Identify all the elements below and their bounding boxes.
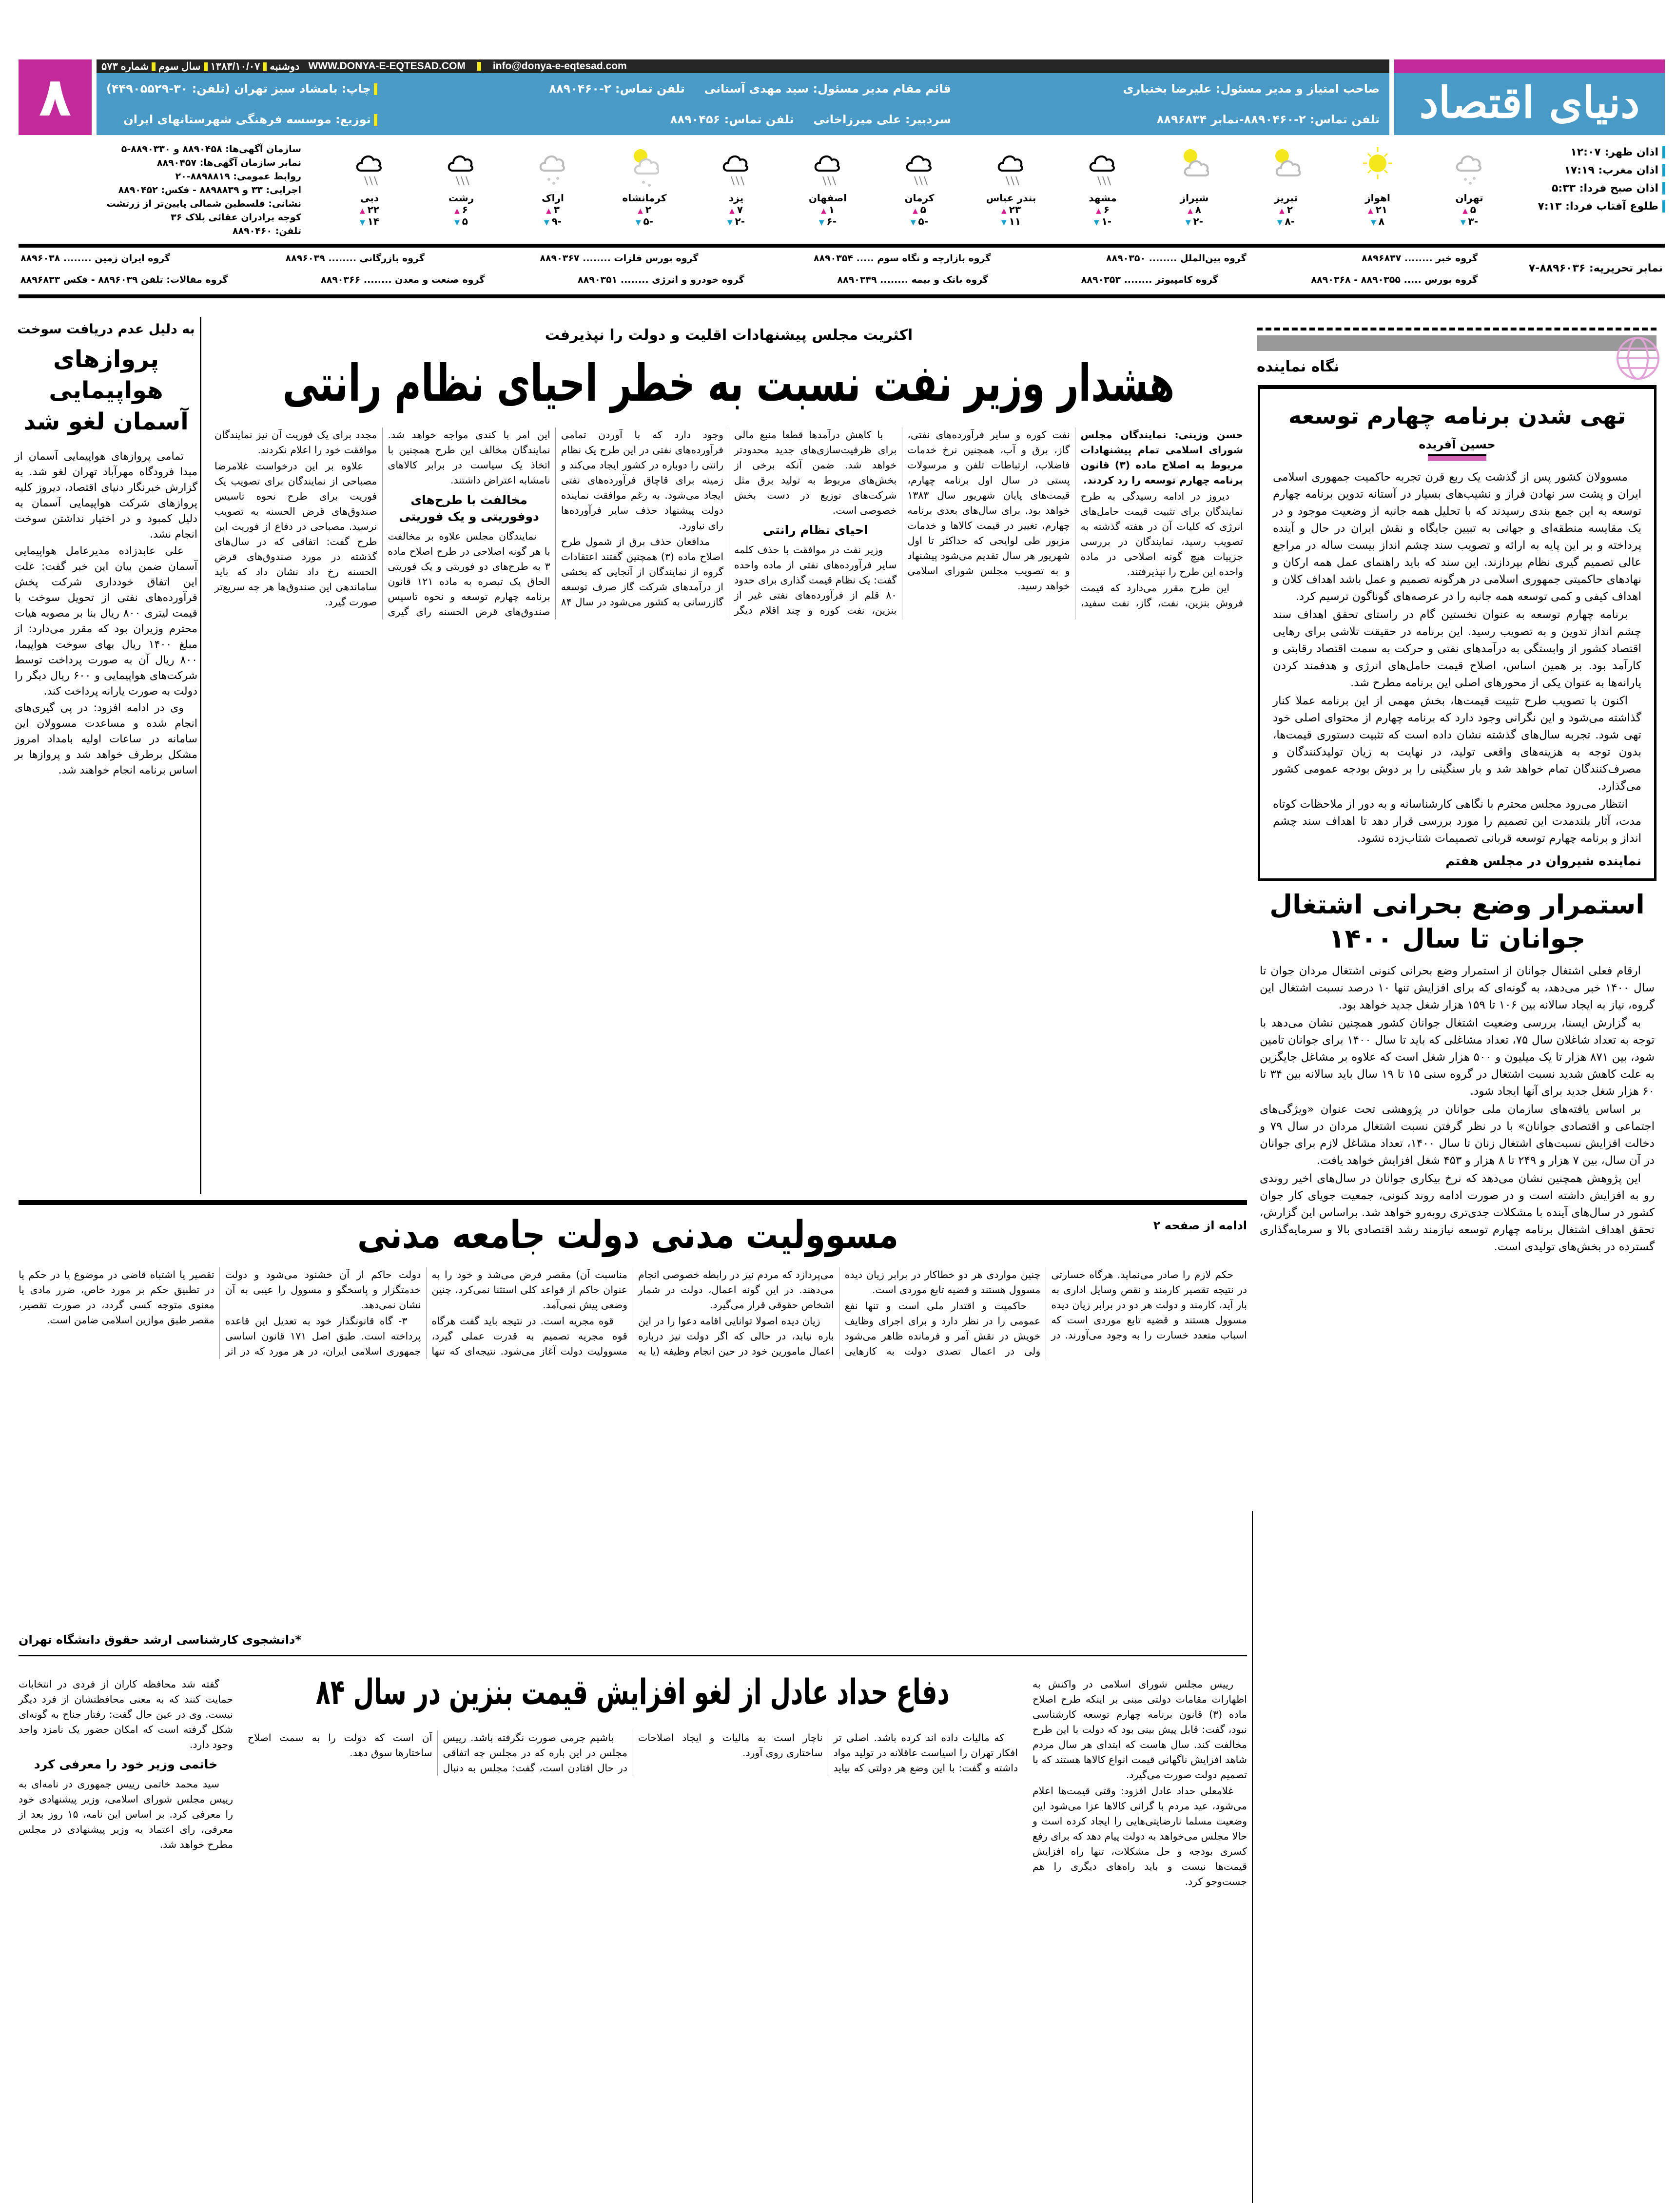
high-temp: ۶ ▲ xyxy=(415,204,507,215)
weather-city xyxy=(1057,141,1149,239)
city-name: کرمانشاه xyxy=(622,192,667,204)
weather-city xyxy=(1240,141,1332,239)
civil-headline: مسوولیت مدنی دولت جامعه مدنی xyxy=(357,1213,899,1257)
low-temp: ۵ ▼ xyxy=(415,215,507,227)
paragraph: تمامی پروازهای هواپیمایی آسمان از مبدا فرودگاه مهرآباد تهران لغو شد. به گزارش خبرنگار دنیای اقتصاد، دیروز کلیه پروازهای شرکت هواپیمایی آسمان به دلیل کمبود و در اختیار نداشتن سوخت انجام نشد. xyxy=(15,450,197,541)
low-temp: -۶ ▼ xyxy=(782,215,874,227)
city-name: تبریز xyxy=(1274,192,1298,204)
desk-contact: گروه ایران زمین ........ ۸۸۹۶۰۳۸ xyxy=(20,253,171,264)
section-bar xyxy=(1257,335,1657,351)
sun-cloud-icon xyxy=(1180,141,1209,190)
paragraph: این پژوهش همچنین نشان می‌دهد که نرخ بیکاری جوانان در سال‌های اخیر روندی رو به افزایش داشته است و در صورت ادامه روند کنونی، جمعیت جویای کار جوان کشور در سال‌های آینده با مشکلات جدی‌تری روبه‌رو خواهد شد. براساس این گزارش، تحقق اهداف اشتغال برنامه چهارم توسعه نیازمند رشد اقتصادی بالا و سرمایه‌گذاری گسترده در بخش‌های تولیدی است. xyxy=(1260,1172,1655,1253)
section-divider xyxy=(19,1655,1247,1656)
staff-box xyxy=(97,73,1389,135)
desk-contacts xyxy=(19,244,1665,298)
rain-icon xyxy=(996,141,1026,190)
issue-day: دوشنبه xyxy=(270,60,300,72)
high-temp: ۸ ▲ xyxy=(1149,204,1240,215)
address-line1: نشانی: فلسطین شمالی پایین‌تر از زرتشت xyxy=(106,198,301,209)
issue-number: شماره ۵۷۳ xyxy=(101,60,149,72)
desk-contact: گروه مقالات: تلفن ۸۸۹۶۰۳۹ - فکس ۸۸۹۶۸۳۳ xyxy=(20,274,228,285)
main-subhead: احیای نظام رانتی xyxy=(762,523,868,537)
opinion-signature: نماینده شیروان در مجلس هفتم xyxy=(1445,854,1641,869)
main-body xyxy=(214,427,1243,620)
opinion-body xyxy=(1273,469,1641,847)
main-lead: حسن وزینی: نمایندگان مجلس شورای اسلامی تمام پیشنهادات مربوط به اصلاح ماده (۳) قانون برنامه چهارم توسعه را رد کردند. xyxy=(1080,428,1243,486)
high-temp: ۲۱ ▲ xyxy=(1332,204,1423,215)
desk-contact: گروه خبر ........ ۸۸۹۶۸۳۷ xyxy=(1362,253,1478,264)
owner: صاحب امتیاز و مدیر مسئول: علیرضا بختیاری xyxy=(1123,82,1380,96)
paragraph: اکنون با تصویب طرح تثبیت قیمت‌ها، بخش مهمی از این برنامه عملا کنار گذاشته می‌شود و این نگرانی وجود دارد که برنامه چهارم از محتوای اصلی خود تهی شود. تجربه سال‌های گذشته نشان داده است که تثبیت دستوری قیمت‌ها، بدون توجه به هزینه‌های واقعی تولید، در نهایت به زیان تولیدکنندگان و مصرف‌کنندگان تمام خواهد شد و بار سنگینی را بر دوش بودجه عمومی کشور می‌گذارد. xyxy=(1273,695,1641,793)
low-temp: ۸ ▼ xyxy=(1332,215,1423,227)
issue-date: ۱۳۸۳/۱۰/۰۷ xyxy=(210,60,260,72)
paragraph: حکم لازم را صادر می‌نماید. هرگاه خسارتی در نتیجه تقصیر کارمند و نقص وسایل اداری به بار آید، کارمند و دولت هر دو در برابر زیان دیده مسوول هستند و قضیه تابع موردی است که اسباب متعدد خسارت را به وجود می‌آورند. در چنین مواردی هر دو خطاکار در برابر زیان دیده مسوول هستند و قضیه تابع موردی است. xyxy=(844,1269,1247,1341)
main-phone: تلفن: ۸۸۹۰۴۶۰ xyxy=(232,226,301,236)
deputy-block xyxy=(549,82,951,126)
low-temp: -۳ ▼ xyxy=(1423,215,1515,227)
deputy-phone: تلفن تماس: ۲-۸۸۹۰۴۶۰ xyxy=(549,82,685,96)
paragraph: دیروز در ادامه رسیدگی به طرح نمایندگان برای تثبیت قیمت حامل‌های انرژی که کلیات آن در هفته گذشته به تصویب رسید، نمایندگان در بررسی جزییات هیچ گونه اصلاحی در ماده واحده این طرح را نپذیرفتند. xyxy=(1080,490,1243,578)
globe-icon xyxy=(1614,336,1662,385)
haddad-col-right xyxy=(1033,1677,1247,1890)
issue-year: سال سوم xyxy=(158,60,201,72)
high-temp: ۱ ▲ xyxy=(782,204,874,215)
high-temp: ۲ ▲ xyxy=(1240,204,1332,215)
jobs-headline: استمرار وضع بحرانی اشتغال جوانان تا سال ۱۴۰۰ xyxy=(1269,889,1645,954)
flights-headline: پروازهای هواپیمایی آسمان لغو شد xyxy=(23,346,189,435)
weather-city xyxy=(965,141,1057,239)
exec-phone: اجرایی: ۳۳ و ۸۸۹۸۸۳۹ - فکس: ۸۸۹۰۴۵۲ xyxy=(118,185,301,195)
desk-contact: گروه کامپیوتر ........ ۸۸۹۰۳۵۳ xyxy=(1081,274,1218,285)
deputy: قائم مقام مدیر مسئول: سید مهدی آستانی xyxy=(704,82,952,96)
high-temp: ۶ ▲ xyxy=(1057,204,1149,215)
desk-contact: گروه بورس فلزات ........ ۸۸۹۰۳۶۷ xyxy=(540,253,699,264)
owner-phone: تلفن تماس: ۲-۸۸۹۰۴۶۰-نمابر ۸۸۹۶۸۳۴ xyxy=(1156,113,1380,126)
high-temp: ۵ ▲ xyxy=(1423,204,1515,215)
city-name: شیراز xyxy=(1180,192,1209,204)
city-name: تهران xyxy=(1455,192,1483,204)
author-credit: *دانشجوی کارشناسی ارشد حقوق دانشگاه تهران xyxy=(19,1633,301,1647)
paragraph: مسوولان کشور پس از گذشت یک ربع قرن تجربه حاکمیت جمهوری اسلامی ایران و پشت سر نهادن فراز و نشیب‌های بسیار در آستانه تدوین برنامه چهارم توسعه به این جمع بندی رسیدند که با تحلیل همه جانبه از وضعیت موجود و در یک مقایسه منطقه‌ای و جهانی به تبیین جایگاه و نقش ایران در حال و آینده پرداخته و بر این پایه به ارائه و تصویب سند چشم انداز بیست ساله در مراجع عالی تصمیم گیری نظام بپردازند. این سند که باید راهنمای عمل همه ارکان و نهادهای حاکمیتی جمهوری اسلامی در هرگونه تصمیم و عمل باشد اهداف کلان و اهداف کیفی و کمی توسعه همه جانبه را در عرصه‌های گوناگون ترسیم کرد. xyxy=(1273,471,1641,603)
paragraph: وزیر نفت در موافقت با حذف کلمه سایر فرآورده‌های نفتی از ماده واحده گفت: یک نظام قیمت گذاری برای حدود ۸۰ قلم از فرآورده‌های نفتی غیر از بنزین، نفت کوره و چند اقلام دیگر وجود دارد که با آوردن تمامی فرآورده‌های نفتی در این طرح یک نظام رانتی را دوباره در کشور ایجاد می‌کند و زمینه برای قاچاق فرآورده‌های نفتی ایجاد می‌شود. به رغم موافقت نماینده دولت پیشنهاد حذف سایر فرآورده‌ها رای نیاورد. xyxy=(561,428,897,616)
paragraph: قوه مجریه است. در نتیجه باید گفت هرگاه قوه مجریه تصمیم به قدرت عملی گیرد، مسوولیت دولت آغاز می‌شود. نتیجه‌ای که تنها دولت حاکم از آن خشنود می‌شود و دولت خدمتگزار و پاسخگو و مسوول را عیبی به آن نشان نمی‌دهد. xyxy=(225,1269,628,1357)
prayer-fajr: اذان صبح فردا: ۵:۳۳ xyxy=(1519,182,1665,194)
weather-city xyxy=(415,141,507,239)
low-temp: ۱۴ ▼ xyxy=(324,215,415,227)
low-temp: -۹ ▼ xyxy=(507,215,599,227)
haddad-article xyxy=(19,1667,1247,2203)
paragraph: بر اساس یافته‌های سازمان ملی جوانان در پژوهشی تحت عنوان «ویژگی‌های اجتماعی و اقتصادی جوانان» با در نظر گرفتن نسبت اشتغال مردان در سال ۷۹ و دخالت افزایش نسبت‌های اشتغال زنان تا سال ۱۴۰۰، تعداد مشاغل لازم برای جوانان در آن سال، بین ۷ هزار و ۲۴۹ تا ۸ هزار و ۴۵۳ شغل افزایش خواهد یافت. xyxy=(1260,1103,1655,1167)
paragraph: ۳- گاه قانونگذار خود به تعدیل این قاعده پرداخته است. طبق اصل ۱۷۱ قانون اساسی جمهوری اسلامی ایران، در هر مورد که در اثر تقصیر یا اشتباه قاضی در موضوع یا در حکم یا در تطبیق حکم بر مورد خاص، ضرر مادی یا معنوی متوجه کسی گردد، در صورت تقصیر، مقصر طبق موازین اسلامی ضامن است. xyxy=(19,1269,421,1357)
paragraph: زیان دیده اصولا توانایی اقامه دعوا را در این باره نیابد، در حالی که اگر دولت نیز درباره اعمال مامورین خود در حین انجام وظیفه (یا به مناسبت آن) مقصر فرض می‌شد و خود را به عنوان حاکم از قواعد کلی استثنا نمی‌کرد، چنین وضعی پیش نمی‌آمد. xyxy=(431,1269,834,1357)
dotted-rule xyxy=(1257,328,1657,333)
ads-fax: نمابر سازمان آگهی‌ها: ۸۸۹۰۴۵۷ xyxy=(156,157,301,168)
high-temp: ۵ ▲ xyxy=(874,204,965,215)
desk-contact: گروه بازرگانی ........ ۸۸۹۶۰۳۹ xyxy=(285,253,425,264)
sun-icon xyxy=(1363,141,1392,190)
printer: چاپ: بامشاد سبز تهران (تلفن: ۳۰-۴۴۹۰۵۵۲۹) xyxy=(106,82,377,96)
low-temp: -۸ ▼ xyxy=(1240,215,1332,227)
paragraph: نمایندگان مجلس علاوه بر مخالفت با هر گونه اصلاحی در طرح اصلاح ماده ۳ به طرح‌های دو فوریتی و یک فوریتی الحاق یک تبصره به ماده ۱۲۱ قانون برنامه چهارم توسعه و نحوه تاسیس صندوق‌های قرض الحسنه رای گیری مجدد برای یک فوریت آن نیز نمایندگان موافقت خود را اعلام نکردند. xyxy=(214,428,550,618)
paragraph: ارقام فعلی اشتغال جوانان از استمرار وضع بحرانی کنونی اشتغال مردان جوان تا سال ۱۴۰۰ خبر می‌دهد، به گونه‌ای که برای افزایش تنها ۱۰ درصد نسبت اشتغال این گروه، نیاز به ایجاد سالانه بین ۱۰۶ تا ۱۵۹ هزار شغل جدید خواهد بود. xyxy=(1260,965,1655,1011)
print-block xyxy=(106,82,377,126)
high-temp: ۲ ▲ xyxy=(599,204,690,215)
paragraph: حاکمیت و اقتدار ملی است و تنها نفع عمومی را در نظر دارد و برای اجرای وظایف خویش در نقش آمر و فرمانده ظاهر می‌شود ولی در اعمال تصدی دولت به کارهایی می‌پردازد که مردم نیز در رابطه خصوصی انجام می‌دهند. در این گونه اعمال، دولت در شمار اشخاص حقوقی قرار می‌گیرد. xyxy=(638,1269,1041,1357)
newsroom-fax: نمابر تحریریه: ۸۸۹۶۰۳۶-۷ xyxy=(1528,262,1663,274)
high-temp: ۲۲ ▲ xyxy=(324,204,415,215)
city-name: رشت xyxy=(448,192,474,204)
opinion-headline: تهی شدن برنامه چهارم توسعه xyxy=(1288,403,1626,429)
low-temp: ۱۱ ▼ xyxy=(965,215,1057,227)
city-name: اراک xyxy=(542,192,564,204)
weather-city xyxy=(690,141,782,239)
main-article xyxy=(214,327,1243,1189)
low-temp: -۲ ▼ xyxy=(1149,215,1240,227)
contacts-row-2 xyxy=(19,269,1480,291)
pr-phone: روابط عمومی: ۸۸۹۸۸۱۹-۲۰ xyxy=(175,171,301,182)
rain-icon xyxy=(813,141,842,190)
paragraph: که مالیات داده اند کرده باشد. اصلی تر افکار تهران را اسیاست عاقلانه در تولید مواد داشته و گفت: با این وضع هر دولتی که بیاید ناچار است به مالیات و ایجاد اصلاحات ساختاری روی آورد. xyxy=(638,1732,1018,1774)
distribution: توزیع: موسسه فرهنگی شهرستانهای ایران xyxy=(106,113,377,126)
owner-block xyxy=(1123,82,1380,126)
masthead xyxy=(19,59,1665,135)
sunrise: طلوع آفتاب فردا: ۷:۱۳ xyxy=(1519,200,1665,213)
newspaper-logo xyxy=(1394,59,1665,135)
paragraph: به گزارش ایسنا، بررسی وضعیت اشتغال جوانان کشور همچنین نشان می‌دهد با توجه به تعداد شاغلان سال ۷۵، تعداد مشاغلی که باید تا سال ۱۴۰۰ برای جوانان تامین شود، بین ۸۷۱ هزار تا یک میلیون و ۵۰۰ هزار شغل است که علاوه بر مشاغل جایگزین به علت کاهش شدید نسبت اشتغال در گروه سنی ۱۵ تا ۱۹ سال باید سالانه بین ۳۴ تا ۶۰ هزار شغل جدید برای آنها ایجاد شود. xyxy=(1260,1017,1655,1098)
main-kicker: اکثریت مجلس پیشنهادات اقلیت و دولت را نپذیرفت xyxy=(545,327,913,344)
paragraph: باشیم جرمی صورت نگرفته باشد. رییس مجلس در این باره که در مجلس چه اتفاقی در حال افتادن است، گفت: مجلس به دنبال آن است که دولت را به سمت اصلاح ساختارها سوق دهد. xyxy=(248,1732,627,1774)
paragraph: سید محمد خاتمی رییس جمهوری در نامه‌ای به رییس مجلس شورای اسلامی، وزیر پیشنهادی خود را معرفی کرد. بر اساس این نامه، ۱۵ روز بعد از معرفی، رای اعتماد به وزیر پیشنهادی در مجلس مطرح خواهد شد. xyxy=(19,1778,234,1850)
weather-city xyxy=(874,141,965,239)
haddad-col-left xyxy=(19,1677,233,1853)
sun-snow-icon xyxy=(630,141,659,190)
jobs-article xyxy=(1258,881,1657,1257)
low-temp: -۵ ▼ xyxy=(874,215,965,227)
sun-cloud-icon xyxy=(1271,141,1301,190)
rain-icon xyxy=(1088,141,1117,190)
city-name: دبی xyxy=(360,192,379,204)
paragraph: گفته شد محافظه کاران از فردی در انتخابات حمایت کنند که به معنی محافظتشان از فرد دیگر نیست. وی در عین حال گفت: رفتار جناح به گونه‌ای شکل گرفته است که امکان حضور یک نامزد واحد وجود دارد. xyxy=(19,1678,233,1750)
city-name: اصفهان xyxy=(808,192,847,204)
desk-contact: گروه بین‌الملل ........ ۸۸۹۰۳۵۰ xyxy=(1106,253,1247,264)
continued-label: ادامه از صفحه ۲ xyxy=(1153,1219,1247,1232)
city-name: کرمان xyxy=(904,192,935,204)
low-temp: -۱ ▼ xyxy=(1057,215,1149,227)
weather-city xyxy=(1149,141,1240,239)
weather-city xyxy=(324,141,415,239)
rain-icon xyxy=(905,141,934,190)
snow-icon xyxy=(1455,141,1484,190)
civil-body xyxy=(19,1267,1247,1359)
paragraph: وی در ادامه افزود: در پی گیری‌های انجام شده و مساعدت مسوولان این سامانه در ساعات اولیه بامداد امروز مشکل برطرف خواهد شد و پروازها بر اساس برنامه انجام خواهند شد. xyxy=(15,702,197,776)
low-temp: -۲ ▼ xyxy=(690,215,782,227)
desk-contact: گروه بانک و بیمه ........ ۸۸۹۰۳۴۹ xyxy=(837,274,989,285)
paragraph: انتظار می‌رود مجلس محترم با نگاهی کارشناسانه و به دور از ملاحظات کوتاه مدت، آثار بلندمدت این تصمیم را مورد بررسی قرار دهد تا اهداف سند چشم انداز و برنامه چهارم توسعه قربانی تصمیمات شتاب‌زده نشود. xyxy=(1273,798,1641,845)
paragraph: این طرح مقرر می‌دارد که قیمت فروش بنزین، نفت، گاز، نفت سفید، نفت کوره و سایر فرآورده‌های نفتی، گاز، برق و آب، همچنین نرخ خدمات فاضلاب، ارتباطات تلفن و مرسولات پستی در سال اول برنامه چهارم، قیمت‌های پایان شهریور سال ۱۳۸۳ خواهد بود. برای سال‌های بعدی برنامه چهارم، تغییر در قیمت کالاها و خدمات مزبور طی لوایحی که حداکثر تا اول شهریور هر سال تقدیم می‌شود پیشنهاد و به تصویب مجلس شورای اسلامی خواهد رسید. xyxy=(907,428,1243,609)
paragraph: مدافعان حذف برق از شمول طرح اصلاح ماده (۳) همچنین گفتند اعتقادات گروه از نمایندگان از آنجایی که بخشی از درآمدهای شرکت گاز صرف توسعه گازرسانی به کشور می‌شود در سال ۸۴ این امر با کندی مواجه خواهد شد. نمایندگان مخالف این طرح همچنین با اتخاذ یک سیاست در برابر کالاهای نامشابه اعتراض داشتند. xyxy=(388,428,724,608)
page-number: ۸ xyxy=(19,59,92,135)
weather-city xyxy=(507,141,599,239)
flights-kicker: به دلیل عدم دریافت سوخت xyxy=(17,322,195,337)
rain-icon xyxy=(355,141,384,190)
contacts-row-1 xyxy=(19,248,1480,269)
main-headline: هشدار وزیر نفت نسبت به خطر احیای نظام رانتی xyxy=(283,353,1175,413)
jobs-body xyxy=(1260,963,1655,1256)
desk-contact: گروه بورس ..... ۸۸۹۰۳۵۵ - ۸۸۹۰۳۶۸ xyxy=(1311,274,1478,285)
column-divider xyxy=(1252,1511,1253,2203)
email-link[interactable]: info@donya-e-eqtesad.com xyxy=(492,60,627,72)
column-divider xyxy=(200,317,201,1194)
low-temp: -۵ ▼ xyxy=(599,215,690,227)
city-name: مشهد xyxy=(1089,192,1117,204)
weather-city xyxy=(782,141,874,239)
issue-info xyxy=(101,60,299,73)
civil-article xyxy=(19,1214,1247,1652)
paragraph: برنامه چهارم توسعه به عنوان نخستین گام در راستای تحقق اهداف سند چشم انداز تدوین و به تصویب رسید. این برنامه در حقیقت تلاشی برای رهایی اقتصاد کشور از وابستگی به درآمدهای نفتی و حرکت به سمت اقتصاد رقابتی و کارآمد بود. بر همین اساس، اصلاح قیمت حامل‌های انرژی و هدفمند کردن یارانه‌ها به عنوان یکی از محورهای اصلی این برنامه مطرح شد. xyxy=(1273,608,1641,689)
rain-icon xyxy=(447,141,476,190)
author-rule xyxy=(1428,454,1486,461)
section-divider xyxy=(19,1200,1247,1205)
haddad-body xyxy=(248,1730,1018,1776)
editor: سردبیر: علی میرزاخانی xyxy=(813,113,952,126)
prayer-maghrib: اذان مغرب: ۱۷:۱۹ xyxy=(1519,164,1665,176)
website-link[interactable]: WWW.DONYA-E-EQTESAD.COM xyxy=(308,60,466,72)
paragraph: علاوه بر این درخواست غلامرضا مصباحی از نمایندگان برای تصویب یک فوریت برای طرح نحوه تاسیس صندوق‌های قرض الحسنه به تصویب نرسید. مصباحی در دفاع از فوریت این طرح گفت: اتفاقی که در سال‌های گذشته در مورد صندوق‌های قرض الحسنه رخ داد نشان داد که باید ساماندهی این صندوق‌ها هر چه سریع‌تر صورت گیرد. xyxy=(214,460,377,608)
opinion-box xyxy=(1258,385,1657,881)
paragraph: غلامعلی حداد عادل افزود: وقتی قیمت‌ها اعلام می‌شود، عید مردم با گرانی کالاها عزا می‌شود این وضعیت مسلما نارضایتی‌هایی را ایجاد کرده است و حالا مجلس می‌خواهد به دولت پیام دهد که برای رفع کسری بودجه و حل مشکلات، تنها راه افزایش قیمت‌ها نیست و باید راه‌های دیگری را هم جست‌وجو کرد. xyxy=(1033,1785,1247,1887)
paragraph: علی عابدزاده مدیرعامل هواپیمایی آسمان ضمن بیان این خبر گفت: علت این اتفاق خودداری شرکت پخش فرآورده‌های نفتی از تحویل سوخت با قیمت لیتری ۸۰۰ ریال بنا بر مصوبه هیات محترم وزیران بود که مقرر می‌دارد: از مبلغ ۱۴۰۰ ریال بهای سوخت هواپیما، ۸۰۰ ریال آن به صورت پرداخت توسط شرکت‌های هواپیمایی و ۶۰۰ ریال دیگر را دولت به صورت یارانه پرداخت کند. xyxy=(15,545,197,698)
high-temp: ۲۳ ▲ xyxy=(965,204,1057,215)
weather-city xyxy=(1423,141,1515,239)
issue-bar xyxy=(97,59,1389,73)
city-name: بندر عباس xyxy=(986,192,1036,204)
weather-city xyxy=(1332,141,1423,239)
main-subhead: مخالفت با طرح‌های دوفوریتی و یک فوریتی xyxy=(399,492,539,524)
city-name: اهواز xyxy=(1365,192,1390,204)
section-label: نگاه نماینده xyxy=(1257,358,1340,375)
editor-phone: تلفن تماس: ۸۸۹۰۴۵۶ xyxy=(670,113,794,126)
address-line2: کوچه برادران عقائی پلاک ۳۶ xyxy=(171,212,301,223)
opinion-author: حسین آفریده xyxy=(1419,438,1496,451)
snow-icon xyxy=(538,141,567,190)
high-temp: ۳ ▲ xyxy=(507,204,599,215)
prayer-noon: اذان ظهر: ۱۲:۰۷ xyxy=(1519,146,1665,158)
paragraph: رییس مجلس شورای اسلامی در واکنش به اظهارات مقامات دولتی مبنی بر اینکه طرح اصلاح ماده (۳) قانون برنامه چهارم توسعه کارشناسی نبود، گفت: قابل پیش بینی بود که دولت با این طرح مخالفت کند. سال هاست که ابتدای هر سال مردم شاهد افزایش ناگهانی قیمت انواع کالاها هستند که با تصمیم دولت صورت می‌گیرد. xyxy=(1033,1678,1247,1781)
weather-city xyxy=(599,141,690,239)
haddad-headline: دفاع حداد عادل از لغو افزایش قیمت بنزین در سال ۸۴ xyxy=(316,1671,950,1712)
desk-contact: گروه خودرو و انرژی ........ ۸۸۹۰۳۵۱ xyxy=(578,274,744,285)
desk-contact: گروه بازارچه و نگاه سوم ..... ۸۸۹۰۳۵۴ xyxy=(813,253,991,264)
city-name: یزد xyxy=(728,192,744,204)
ads-phone: سازمان آگهی‌ها: ۸۸۹۰۴۵۸ و ۸۸۹۰۳۳۰-۵ xyxy=(121,144,301,155)
flights-article xyxy=(15,322,197,1194)
rain-icon xyxy=(721,141,751,190)
high-temp: ۷ ▲ xyxy=(690,204,782,215)
logo-text: دنیای اقتصاد xyxy=(1419,77,1640,128)
office-contacts xyxy=(19,142,301,238)
khatami-subhead: خاتمی وزیر خود را معرفی کرد xyxy=(34,1757,218,1771)
desk-contact: گروه صنعت و معدن ........ ۸۸۹۰۳۶۶ xyxy=(321,274,485,285)
flights-body xyxy=(15,449,197,778)
weather-forecast xyxy=(321,141,1515,239)
prayer-times xyxy=(1519,146,1665,218)
paragraph: با کاهش درآمدها قطعا منبع مالی برای ظرفیت‌سازی‌های جدید محدودتر خواهد شد. ضمن آنکه برخی از بخش‌های مربوط به تولید برق مثل شرکت‌های توزیع در دست بخش خصوصی است. xyxy=(734,428,897,516)
right-column xyxy=(1258,385,1657,2208)
